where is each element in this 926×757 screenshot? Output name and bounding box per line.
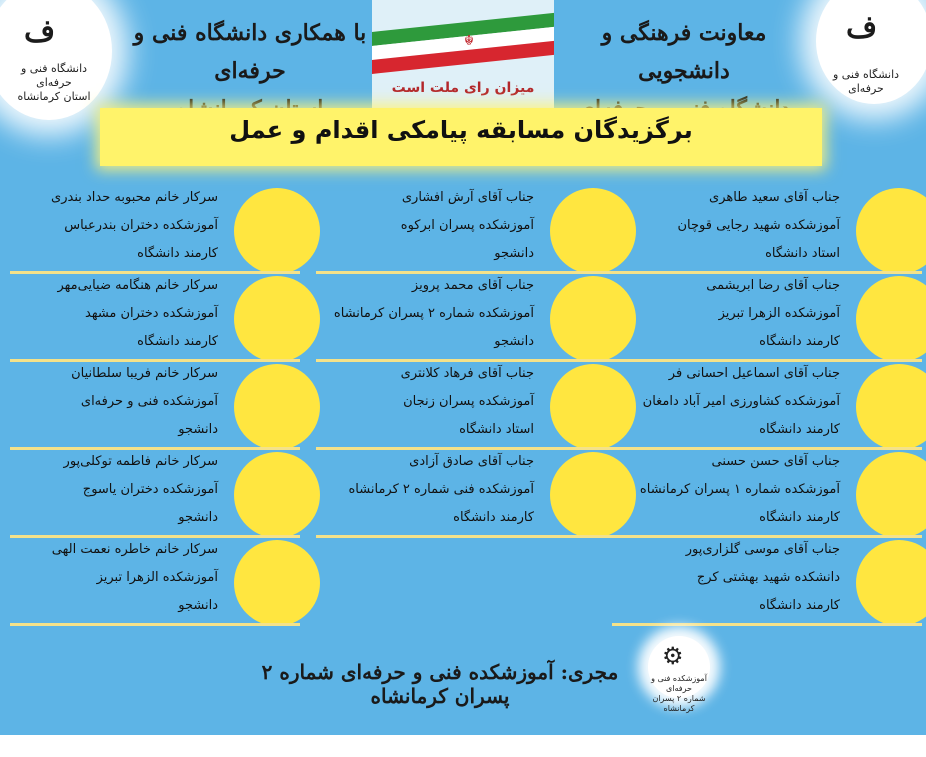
winner-disc [856, 276, 926, 362]
winner-disc [234, 540, 320, 626]
winner-entry [10, 448, 300, 538]
logo-left-text [6, 62, 102, 104]
winner-name: جناب آقای اسماعیل احسانی فر [668, 366, 840, 381]
header-left-line1: با همکاری دانشگاه فنی و حرفه‌ای [133, 20, 367, 84]
winner-role: کارمند دانشگاه [759, 598, 840, 613]
seal-gear-icon: ⚙ [662, 642, 684, 670]
header-right-line1: معاونت فرهنگی و دانشجویی [601, 20, 767, 84]
winner-disc [234, 364, 320, 450]
flag-emblem-icon: ☬ [464, 33, 474, 49]
winner-org: آموزشکده پسران ابرکوه [400, 218, 534, 233]
seal-text [642, 674, 716, 714]
university-logo-icon: ف [846, 10, 878, 45]
organizer-credit: مجری: آموزشکده فنی و حرفه‌ای شماره ۲ پسران کرمانشاه [261, 660, 619, 708]
winner-entry [612, 184, 922, 274]
winner-disc [234, 452, 320, 538]
winner-disc [856, 364, 926, 450]
logo-left-line2: استان کرمانشاه [17, 90, 91, 103]
winner-entry [10, 360, 300, 450]
winner-role: کارمند دانشگاه [759, 334, 840, 349]
winner-name: جناب آقای فرهاد کلانتری [400, 366, 534, 381]
logo-left-line1: دانشگاه فنی و حرفه‌ای [20, 62, 88, 89]
winner-name: جناب آقای حسن حسنی [711, 454, 840, 469]
winner-org: آموزشکده دختران بندرعباس [64, 218, 218, 233]
winner-disc [856, 540, 926, 626]
winner-entry [10, 536, 300, 626]
winner-org: آموزشکده الزهرا تبریز [96, 570, 218, 585]
row-divider [10, 623, 300, 626]
winner-org: آموزشکده فنی شماره ۲ کرمانشاه [348, 482, 534, 497]
winner-disc [856, 452, 926, 538]
seal-text-line1: آموزشکده فنی و حرفه‌ای [651, 674, 707, 693]
winner-role: دانشجو [494, 246, 534, 261]
winner-disc [856, 188, 926, 274]
winner-name: جناب آقای محمد پرویز [411, 278, 534, 293]
row-divider [316, 535, 616, 538]
winner-disc [550, 364, 636, 450]
winner-name: سرکار خانم فریبا سلطانیان [71, 366, 218, 381]
winner-name: سرکار خانم فاطمه توکلی‌پور [63, 454, 218, 469]
winner-name: جناب آقای رضا ابریشمی [706, 278, 840, 293]
winner-disc [550, 188, 636, 274]
winner-org: آموزشکده شهید رجایی قوچان [677, 218, 840, 233]
winner-name: جناب آقای آرش افشاری [401, 190, 534, 205]
winner-org: آموزشکده شماره ۱ پسران کرمانشاه [639, 482, 840, 497]
winner-role: استاد دانشگاه [459, 422, 534, 437]
winner-role: دانشجو [178, 422, 218, 437]
winner-entry [612, 360, 922, 450]
winner-disc [550, 276, 636, 362]
winner-org: آموزشکده دختران مشهد [85, 306, 218, 321]
winner-entry [612, 448, 922, 538]
winner-name: جناب آقای سعید طاهری [709, 190, 840, 205]
winner-org: آموزشکده دختران یاسوج [82, 482, 218, 497]
university-logo-icon: ف [24, 14, 56, 49]
seal-text-line2: شماره ۲ پسران کرمانشاه [652, 694, 706, 713]
winner-name: جناب آقای موسی گلزاری‌پور [685, 542, 840, 557]
winner-role: استاد دانشگاه [765, 246, 840, 261]
winner-org: آموزشکده شماره ۲ پسران کرمانشاه [333, 306, 534, 321]
winner-entry [316, 184, 616, 274]
winner-name: سرکار خانم هنگامه ضیایی‌مهر [57, 278, 218, 293]
winner-entry [612, 536, 922, 626]
winner-disc [234, 188, 320, 274]
title-banner [100, 108, 822, 166]
flag-caption: میزان رای ملت است [391, 80, 535, 96]
winner-entry [10, 184, 300, 274]
winner-entry [316, 448, 616, 538]
winner-disc [550, 452, 636, 538]
winner-role: دانشجو [178, 510, 218, 525]
winner-role: کارمند دانشگاه [137, 334, 218, 349]
winner-org: دانشکده شهید بهشتی کرج [696, 570, 840, 585]
winner-role: کارمند دانشگاه [759, 510, 840, 525]
winner-entry [316, 360, 616, 450]
winner-role: دانشجو [178, 598, 218, 613]
winner-role: کارمند دانشگاه [137, 246, 218, 261]
winner-disc [234, 276, 320, 362]
winner-entry [316, 272, 616, 362]
logo-right-text: دانشگاه فنی و حرفه‌ای [832, 68, 900, 95]
winner-role: دانشجو [494, 334, 534, 349]
winner-org: آموزشکده الزهرا تبریز [718, 306, 840, 321]
winner-name: جناب آقای صادق آزادی [409, 454, 534, 469]
winner-org: آموزشکده فنی و حرفه‌ای [80, 394, 218, 409]
winner-name: سرکار خانم خاطره نعمت الهی [51, 542, 218, 557]
flag-image [372, 0, 554, 108]
banner-title: برگزیدگان مسابقه پیامکی اقدام و عمل [229, 116, 693, 144]
winner-org: آموزشکده پسران زنجان [403, 394, 534, 409]
row-divider [612, 623, 922, 626]
winner-role: کارمند دانشگاه [453, 510, 534, 525]
organizer-seal [648, 636, 710, 713]
winner-role: کارمند دانشگاه [759, 422, 840, 437]
winner-entry [612, 272, 922, 362]
winner-name: سرکار خانم محبوبه حداد بندری [51, 190, 218, 205]
winner-org: آموزشکده کشاورزی امیر آباد دامغان [642, 394, 840, 409]
winner-entry [10, 272, 300, 362]
